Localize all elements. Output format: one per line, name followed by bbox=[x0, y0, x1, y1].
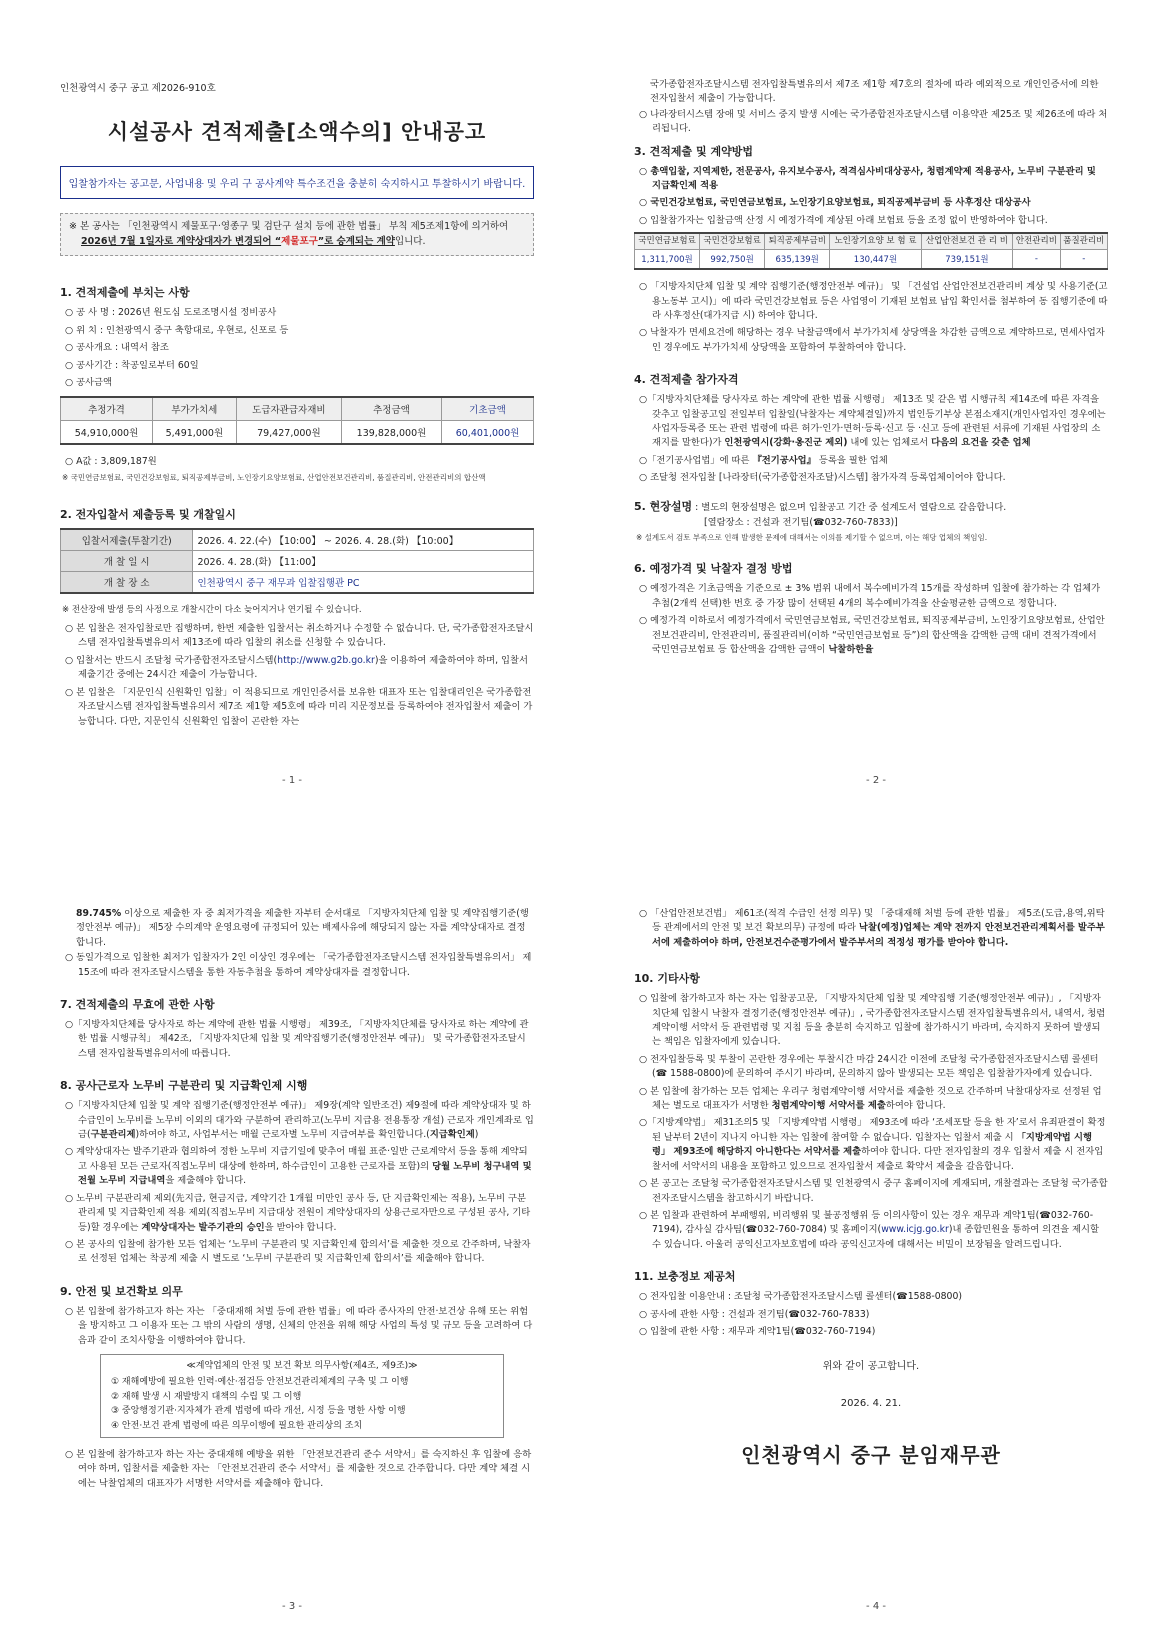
schedule-table bbox=[60, 528, 534, 594]
page-number: - 3 - bbox=[282, 1601, 302, 1612]
page-title: 시설공사 견적제출[소액수의] 안내공고 bbox=[107, 120, 487, 144]
s2-item bbox=[62, 654, 534, 683]
s10-item: ○ 전자입찰등록 및 투찰이 곤란한 경우에는 투찰시간 마감 24시간 이전에 조달청 국가종합전자조달시스템 콜센터(☎ 1588-0800)에 문의하여 주시기 바라며, 문의하지 않아 발생되는 모든 책임은 입찰참가자에게 있습니다. bbox=[639, 1053, 1099, 1080]
s10-item bbox=[636, 1116, 1108, 1174]
text-bold: 지급확인제 bbox=[429, 1129, 475, 1141]
page-number: - 2 - bbox=[866, 775, 886, 786]
highlight-text: ”로 승계되는 계약 bbox=[317, 235, 395, 247]
s1-item: ○ 공사개요 : 내역서 참조 bbox=[65, 342, 169, 354]
table-cell: 635,139원 bbox=[765, 250, 830, 270]
s3-item: ○ 입찰참가자는 입찰금액 산정 시 예정가격에 계상된 아래 보험료 등을 조정 없이 반영하여야 합니다. bbox=[639, 214, 1048, 226]
text-bold: 인천광역시(강화·옹진군 제외) bbox=[724, 437, 848, 449]
text-bold: 낙찰하한율 bbox=[828, 643, 874, 655]
table-cell: 139,828,000원 bbox=[341, 421, 441, 445]
text-bold: 청렴계약이행 서약서를 제출 bbox=[771, 1100, 886, 1112]
section-3-heading: 3. 견적제출 및 계약방법 bbox=[634, 144, 753, 158]
s10-item bbox=[636, 1085, 1108, 1114]
text: : 별도의 현장설명은 없으며 입찰공고 기간 중 설계도서 열람으로 갈음합니다. bbox=[692, 501, 1007, 513]
section-10-heading: 10. 기타사항 bbox=[634, 972, 700, 986]
section-4-heading: 4. 견적제출 참가자격 bbox=[634, 373, 739, 387]
s2-item: ○ 나라장터시스템 장애 및 서비스 중지 발생 시에는 국가종합전자조달시스템 이용약관 제25조 및 제26조에 따라 처리됩니다. bbox=[639, 108, 1108, 135]
s9-item bbox=[636, 907, 1108, 950]
s9-item: ○ 본 입찰에 참가하고자 하는 자는 중대재해 예방을 위한 「안전보건관리 준수 서약서」를 숙지하신 후 입찰에 응하여야 하며, 입찰서를 제출한 자는 「안전보건관리 준수 서약서」를 제출한 것으로 간주합니다. 다만 계약 체결 시에는 낙찰업체의 대표자가 서명한 서약서를 제출해야 합니다. bbox=[65, 1448, 532, 1489]
table-header: 안전관리비 bbox=[1013, 233, 1060, 249]
table-header: 개 찰 일 시 bbox=[61, 550, 193, 571]
section-9-heading: 9. 안전 및 보건확보 의무 bbox=[60, 1284, 183, 1298]
table-cell: - bbox=[1013, 250, 1060, 270]
s10-item: ○ 본 공고는 조달청 국가종합전자조달시스템 및 인천광역시 중구 홈페이지에 게재되며, 개찰결과는 조달청 국가종합전자조달시스템을 참고하시기 바랍니다. bbox=[639, 1178, 1108, 1204]
g2b-link[interactable]: http://www.g2b.go.kr bbox=[277, 654, 375, 666]
text: 하여야 합니다. 다만 전자입찰의 경우 입찰서 제출 시 전자입찰서에 서약서의 내용을 포함하고 있으므로 전자입찰서 제출로 확약서 제출을 갈음합니다. bbox=[652, 1146, 1104, 1172]
s10-item bbox=[636, 1209, 1108, 1252]
table-header: 퇴직공제부금비 bbox=[765, 233, 830, 249]
page-number: - 1 - bbox=[282, 775, 302, 786]
table-cell: 130,447원 bbox=[830, 250, 921, 270]
s10-item: ○ 입찰에 참가하고자 하는 자는 입찰공고문, 「지방자치단체 입찰 및 계약집행 기준(행정안전부 예규)」, 「지방자치단체 입찰시 낙찰자 결정기준(행정안전부 예규)」, 국가종합전자조달시스템 전자입찰특별유의서, 내역서, 청렴계약이행 서약서 등 관련법령 및 지침 등을 충분히 숙지하고 입찰에 참가하시기 바라며, 숙지하지 못하여 발생되는 책임은 입찰자에게 있습니다. bbox=[639, 993, 1106, 1048]
page-4 bbox=[584, 826, 1168, 1652]
section-8-heading: 8. 공사근로자 노무비 구분관리 및 지급확인제 시행 bbox=[60, 1079, 308, 1093]
s8-item bbox=[62, 1192, 534, 1235]
closing-text: 위와 같이 공고합니다. bbox=[822, 1361, 920, 1373]
section-5 bbox=[634, 498, 1108, 515]
text-bold: 『전기공사업』 bbox=[752, 454, 816, 466]
text-bold: 「지방계약법 시행령」 제93조에 해당하지 아니한다는 서약서를 제출 bbox=[652, 1131, 1092, 1158]
highlight-line-2 bbox=[69, 235, 525, 250]
table-header: 개 찰 장 소 bbox=[61, 571, 193, 593]
text-bold: 낙찰(예정)업체는 계약 전까지 안전보건관리계획서를 발주부서에 제출하여야 하며, 안전보건수준평가에서 발주부서의 적정성 평가를 받아야 합니다. bbox=[652, 922, 1105, 948]
text: 등록을 필한 업체 bbox=[815, 454, 888, 466]
table-cell: 2026. 4. 22.(수) 【10:00】 ~ 2026. 4. 28.(화) 【10:00】 bbox=[193, 529, 534, 551]
duty-item: ② 재해 발생 시 재발방지 대책의 수립 및 그 이행 bbox=[111, 1391, 302, 1402]
highlight-red-text: 제물포구 bbox=[281, 235, 318, 247]
text: 이상으로 제출한 자 중 최저가격을 제출한 자부터 순서대로 「지방자치단체 입찰 및 계약집행기준(행정안전부 예규)」 제5장 수의계약 운영요령에 규정되어 있는 배제사유에 해당되지 않는 자를 계약상대자로 결정합니다. bbox=[76, 908, 529, 948]
s11-item: ○ 전자입찰 이용안내 : 조달청 국가종합전자조달시스템 콜센터(☎1588-0800) bbox=[639, 1291, 963, 1303]
duty-box bbox=[100, 1354, 504, 1438]
duty-item: ④ 안전·보건 관계 법령에 따른 의무이행에 필요한 관리상의 조치 bbox=[111, 1420, 363, 1431]
text-bold: 다음의 요건을 갖춘 업체 bbox=[931, 437, 1031, 449]
text: ○「지방자치단체 입찰 및 계약 집행기준(행정안전부 예규)」 제9장(계약 일반조건) 제9절에 따라 계약상대자 및 하수급인이 노무비를 노무비 이외의 대가와 구분하여 관리하고(노무비 지급용 전용통장 개설) 근로자 개인계좌로 입금( bbox=[65, 1100, 534, 1141]
highlight-text: 2026년 7월 1일자로 계약상대자가 변경되어 “ bbox=[81, 235, 282, 247]
page-number: - 4 - bbox=[866, 1601, 886, 1612]
duty-caption: ≪계약업체의 안전 및 보건 확보 의무사항(제4조, 제9조)≫ bbox=[186, 1360, 418, 1371]
table-header: 산업안전보건 관 리 비 bbox=[921, 233, 1012, 249]
s3-item: ○ 총액입찰, 지역제한, 전문공사, 유지보수공사, 적격심사비대상공사, 청렴계약제 적용공사, 노무비 구분관리 및 지급확인제 적용 bbox=[639, 165, 1096, 192]
text: ○「지방계약법」 제31조의5 및 「지방계약법 시행령」 제93조에 따라 ‘조세포탈 등을 한 자’로서 유죄판결이 확정된 날부터 2년이 지나지 아니한 자는 입찰에 참여할 수 없습니다. 입찰자는 입찰서 제출 시 bbox=[639, 1117, 1106, 1143]
table-header: 국민건강보험료 bbox=[700, 233, 765, 249]
warning-box: 입찰참가자는 공고문, 사업내용 및 우리 구 공사계약 특수조건을 충분히 숙지하시고 투찰하시기 바랍니다. bbox=[60, 166, 534, 199]
table-header: 추정가격 bbox=[61, 397, 153, 421]
continued-text bbox=[60, 907, 534, 950]
table-cell: - bbox=[1060, 250, 1107, 270]
s3-item: ○ 「지방자치단체 입찰 및 계약 집행기준(행정안전부 예규)」 및 「건설업 산업안전보건관리비 계상 및 사용기준(고용노동부 고시)」에 따라 국민건강보험료 등은 사업영이 기재된 보험료 납입 확인서를 첨부하여 동 집행기준에 따라 사후정산(대가지급 시) 하여야 합니다. bbox=[639, 281, 1108, 321]
text: )내 종합민원을 통하여 의견을 제시할 수 있습니다. 아울러 공익신고자보호법에 따라 공익신고자에 대해서는 비밀이 보장됨을 알려드립니다. bbox=[652, 1224, 1099, 1250]
s4-item bbox=[636, 454, 1108, 468]
table-cell: 739,151원 bbox=[921, 250, 1012, 270]
duty-item: ③ 중앙행정기관·지자체가 관계 법령에 따라 개선, 시정 등을 명한 사항 이행 bbox=[111, 1406, 406, 1417]
table-cell: 992,750원 bbox=[700, 250, 765, 270]
text-bold: 89.745% bbox=[76, 908, 122, 919]
s1-item: ○ 위 치 : 인천광역시 중구 축항대로, 우현로, 신포로 등 bbox=[65, 324, 289, 336]
text: ○ 「산업안전보건법」 제61조(적격 수급인 선정 의무) 및 「중대재해 처벌 등에 관한 법률」 제5조(도급,용역,위탁 등 관계에서의 안전 및 보건 확보의무) 규정에 따라 bbox=[639, 908, 1105, 934]
table-cell: 79,427,000원 bbox=[236, 421, 341, 445]
text: 을 받아야 합니다. bbox=[264, 1221, 337, 1233]
s8-item bbox=[62, 1145, 534, 1188]
highlight-tail: 입니다. bbox=[394, 235, 426, 247]
page-1 bbox=[0, 0, 584, 826]
table-header: 도급자관급자재비 bbox=[236, 397, 341, 421]
notice-date: 2026. 4. 21. bbox=[840, 1398, 902, 1410]
text: ○ 입찰서는 반드시 조달청 국가종합전자조달시스템( bbox=[65, 654, 278, 666]
text: ○ 노무비 구분관리제 제외(先지급, 현금지급, 계약기간 1개월 미만인 공사 등, 단 지급확인제는 적용), 노무비 구분관리제 및 지급확인제 적용 제외(직접노무비 지급대상 전원이 계약상대자의 상용근로자만으로 구성된 공사, 기타 등)할 경우에는 bbox=[65, 1192, 531, 1233]
section-7-heading: 7. 견적제출의 무효에 관한 사항 bbox=[60, 998, 215, 1012]
table-header: 기초금액 bbox=[442, 397, 534, 421]
s4-item: ○ 조달청 전자입찰 [나라장터(국가종합전자조달)시스템] 참가자격 등록업체이어야 합니다. bbox=[639, 472, 1006, 484]
s3-item: ○ 국민건강보험료, 국민연금보험료, 노인장기요양보험료, 퇴직공제부금비 등 사후정산 대상공사 bbox=[639, 197, 1031, 209]
s6-item: ○ 예정가격은 기초금액을 기준으로 ± 3% 범위 내에서 복수예비가격 15개를 작성하며 입찰에 참가하는 각 업체가 추첨(2개씩 선택)한 번호 중 가장 많이 선택된 4개의 복수예비가격을 산술평균한 금액으로 정합니다. bbox=[639, 583, 1101, 609]
page-3 bbox=[0, 826, 584, 1652]
s1-item: ○ 공 사 명 : 2026년 원도심 도로조명시설 정비공사 bbox=[65, 307, 277, 319]
continued-text: 국가종합전자조달시스템 전자입찰특별유의서 제7조 제1항 제7호의 절차에 따라 예외적으로 개인인증서에 의한 전자입찰서 제출이 가능합니다. bbox=[650, 79, 1099, 105]
s7-item: ○「지방자치단체를 당사자로 하는 계약에 관한 법률 시행령」 제39조, 「지방자치단체를 당사자로 하는 계약에 관한 법률 시행규칙」 제42조, 「지방자치단체 입찰 및 계약집행기준(행정안전부 예규)」 및 국가종합전자조달시스템 전자입찰특별유의서에 따릅니다. bbox=[65, 1019, 529, 1059]
table-header: 노인장기요양 보 험 료 bbox=[830, 233, 921, 249]
notice-number: 인천광역시 중구 공고 제2026-910호 bbox=[60, 83, 216, 94]
table-cell: 54,910,000원 bbox=[61, 421, 153, 445]
text: 내에 있는 업체로서 bbox=[847, 437, 932, 449]
section-1-heading: 1. 견적제출에 부치는 사항 bbox=[60, 286, 190, 300]
table-cell: 인천광역시 중구 재무과 입찰집행관 PC bbox=[193, 571, 534, 593]
table-header: 추정금액 bbox=[341, 397, 441, 421]
s3-item: ○ 낙찰자가 면세요건에 해당하는 경우 낙찰금액에서 부가가치세 상당액을 차감한 금액으로 계약하므로, 면세사업자인 경우에도 부가가치세 상당액을 포함하여 투찰하여야 합니다. bbox=[639, 327, 1105, 353]
highlight-line-1: ※ 본 공사는 「인천광역시 제물포구·영종구 및 검단구 설치 등에 관한 법률」 부칙 제5조제1항에 의거하여 bbox=[69, 221, 509, 232]
section-11-heading: 11. 보충정보 제공처 bbox=[634, 1270, 736, 1284]
table-cell: 2026. 4. 28.(화) 【11:00】 bbox=[193, 550, 534, 571]
table-header: 국민연금보험료 bbox=[635, 233, 700, 249]
s8-item: ○ 본 공사의 입찰에 참가한 모든 업체는 ‘노무비 구분관리 및 지급확인제 합의서’를 제출한 것으로 간주하며, 낙찰자로 선정된 업체는 착공계 제출 시 별도로 ‘노무비 구분관리 및 지급확인제 합의서’를 제출해야 합니다. bbox=[65, 1238, 531, 1265]
s2-item: ○ 본 입찰은 「지문인식 신원확인 입찰」이 적용되므로 개인인증서를 보유한 대표자 또는 입찰대리인은 국가종합전자조달시스템 전자입찰특별유의서 제7조 제1항 제5호에 따라 미리 지문정보를 등록하여야 전자입찰서 제출이 가능합니다. 다만, 지문인식 신원확인 입찰이 곤란한 자는 bbox=[65, 686, 533, 727]
text-bold: 계약상대자는 발주기관의 승인 bbox=[141, 1221, 265, 1233]
page-2 bbox=[584, 0, 1168, 826]
table-header: 부가가치세 bbox=[152, 397, 236, 421]
text: ) bbox=[474, 1129, 479, 1141]
s6-item: ○ 동일가격으로 입찰한 최저가 입찰자가 2인 이상인 경우에는 「국가종합전자조달시스템 전자입찰특별유의서」 제15조에 따라 전자조달시스템을 통한 자동추첨을 통하여 계약상대자를 결정합니다. bbox=[65, 952, 532, 978]
insurance-table bbox=[634, 232, 1108, 270]
s11-item: ○ 공사에 관한 사항 : 건설과 전기팀(☎032-760-7833) bbox=[639, 1308, 870, 1320]
text: ○ 계약상대자는 발주기관과 협의하여 정한 노무비 지급기일에 맞추어 매월 표준·일반 근로계약서 등을 통해 계약되고 사용된 모든 근로자(직접노무비 대상에 한하며, 하수급인이 고용한 근로자를 포함)의 bbox=[65, 1146, 528, 1172]
text: ○「지방자치단체를 당사자로 하는 계약에 관한 법률 시행령」 제13조 및 같은 법 시행규칙 제14조에 따른 자격을 갖추고 입찰공고일 전일부터 입찰일(낙찰자는 계약체결일)까지 법인등기부상 본점소재지(개인사업자인 경우에는 사업자등록증 또는 관련 법령에 따른 허가·인가·면허·등록·신고 등 ·신고 등에 관련된 서류에 기재된 사업장의 소재지를 말한다)가 bbox=[639, 394, 1106, 449]
section-6-heading: 6. 예정가격 및 낙찰자 결정 방법 bbox=[634, 562, 793, 576]
s2-item: ○ 본 입찰은 전자입찰로만 집행하며, 한번 제출한 입찰서는 취소하거나 수정할 수 없습니다. 단, 국가종합전자조달시스템 전자입찰특별유의서 제13조에 따라 입찰의 취소를 신청할 수 있습니다. bbox=[65, 623, 534, 649]
section-2-heading: 2. 전자입찰서 제출등록 및 개찰일시 bbox=[60, 507, 236, 521]
text: )을 이용하여 제출하여야 하며, 입찰서 제출기간 중에는 24시간 제출이 가능합니다. bbox=[78, 654, 528, 681]
text: ○ 본 입찰에 참가하는 모든 업체는 우리구 청렴계약이행 서약서를 제출한 것으로 간주하며 낙찰대상자로 선정된 업체는 별도로 대표자가 서명한 bbox=[639, 1085, 1102, 1112]
highlight-box bbox=[60, 213, 534, 256]
table-header: 품질관리비 bbox=[1060, 233, 1107, 249]
s4-item bbox=[636, 393, 1108, 451]
s1-item: ○ 공사기간 : 착공일로부터 60일 bbox=[65, 359, 199, 371]
text-bold: 당월 노무비 청구내역 및 전월 노무비 지급내역 bbox=[78, 1160, 532, 1187]
table-cell: 1,311,700원 bbox=[635, 250, 700, 270]
section-5-heading: 5. 현장설명 bbox=[634, 499, 693, 513]
text: ○「전기공사업법」에 따른 bbox=[639, 454, 753, 466]
text: ○ 본 입찰과 관련하여 부패행위, 비리행위 및 불공정행위 등 이의사항이 있는 경우 재무과 계약1팀(☎032-760-7194), 감사실 감사팀(☎032-760-7084) 및 홈페이지( bbox=[639, 1209, 1094, 1236]
s1-item: ○ 공사금액 bbox=[65, 377, 112, 389]
s2-note: ※ 전산장애 발생 등의 사정으로 개찰시간이 다소 늦어지거나 연기될 수 있습니다. bbox=[62, 604, 362, 615]
s5-place: [열람장소 : 건설과 전기팀(☎032-760-7833)] bbox=[704, 517, 898, 529]
text: 을 제출해야 합니다. bbox=[165, 1175, 247, 1187]
s5-note: ※ 설계도서 검토 부족으로 인해 발생한 문제에 대해서는 이의를 제기할 수 없으며, 이는 해당 업체의 책임임. bbox=[636, 533, 988, 543]
text: ○ 예정가격 이하로서 예정가격에서 국민연금보험료, 국민건강보험료, 퇴직공제부금비, 노인장기요양보험료, 산업안전보건관리비, 안전관리비, 품질관리비(이하 “국민연금보험료 등”)의 합산액을 감액한 금액 대비 견적가격에서 국민연금보험료 등 합산액을 감액한 금액이 bbox=[639, 615, 1105, 655]
s6-item bbox=[636, 614, 1108, 657]
text-bold: 구분관리제 bbox=[90, 1129, 136, 1141]
table-cell: 60,401,000원 bbox=[442, 421, 534, 445]
estimate-table bbox=[60, 396, 534, 445]
icjg-link[interactable]: www.icjg.go.kr bbox=[881, 1224, 949, 1236]
s11-item: ○ 입찰에 관한 사항 : 재무과 계약1팀(☎032-760-7194) bbox=[639, 1325, 876, 1337]
s9-item: ○ 본 입찰에 참가하고자 하는 자는 「중대재해 처벌 등에 관한 법률」에 따라 종사자의 안전·보건상 유해 또는 위험을 방지하고 그 이용자 또는 그 밖의 사람의 생명, 신체의 안전을 위해 해당 사업의 특성 및 규모 등을 고려하여 다음과 같이 조치사항을 이행하여야 합니다. bbox=[65, 1305, 533, 1346]
s8-item bbox=[62, 1099, 534, 1142]
s1-note: ※ 국민연금보험료, 국민건강보험료, 퇴직공제부금비, 노인장기요양보험료, 산업안전보건관리비, 품질관리비, 안전관리비의 합산액 bbox=[62, 472, 486, 482]
a-value: ○ A값 : 3,809,187원 bbox=[65, 456, 157, 468]
duty-item: ① 재해예방에 필요한 인력·예산·점검등 안전보건관리체계의 구축 및 그 이행 bbox=[111, 1377, 409, 1388]
text: 하여야 합니다. bbox=[885, 1100, 946, 1112]
text: )하여야 하고, 사업부서는 매월 근로자별 노무비 지급여부를 확인합니다.( bbox=[135, 1129, 430, 1141]
table-header: 입찰서제출(투찰기간) bbox=[61, 529, 193, 551]
signer-title: 인천광역시 중구 분임재무관 bbox=[741, 1443, 1001, 1468]
table-cell: 5,491,000원 bbox=[152, 421, 236, 445]
